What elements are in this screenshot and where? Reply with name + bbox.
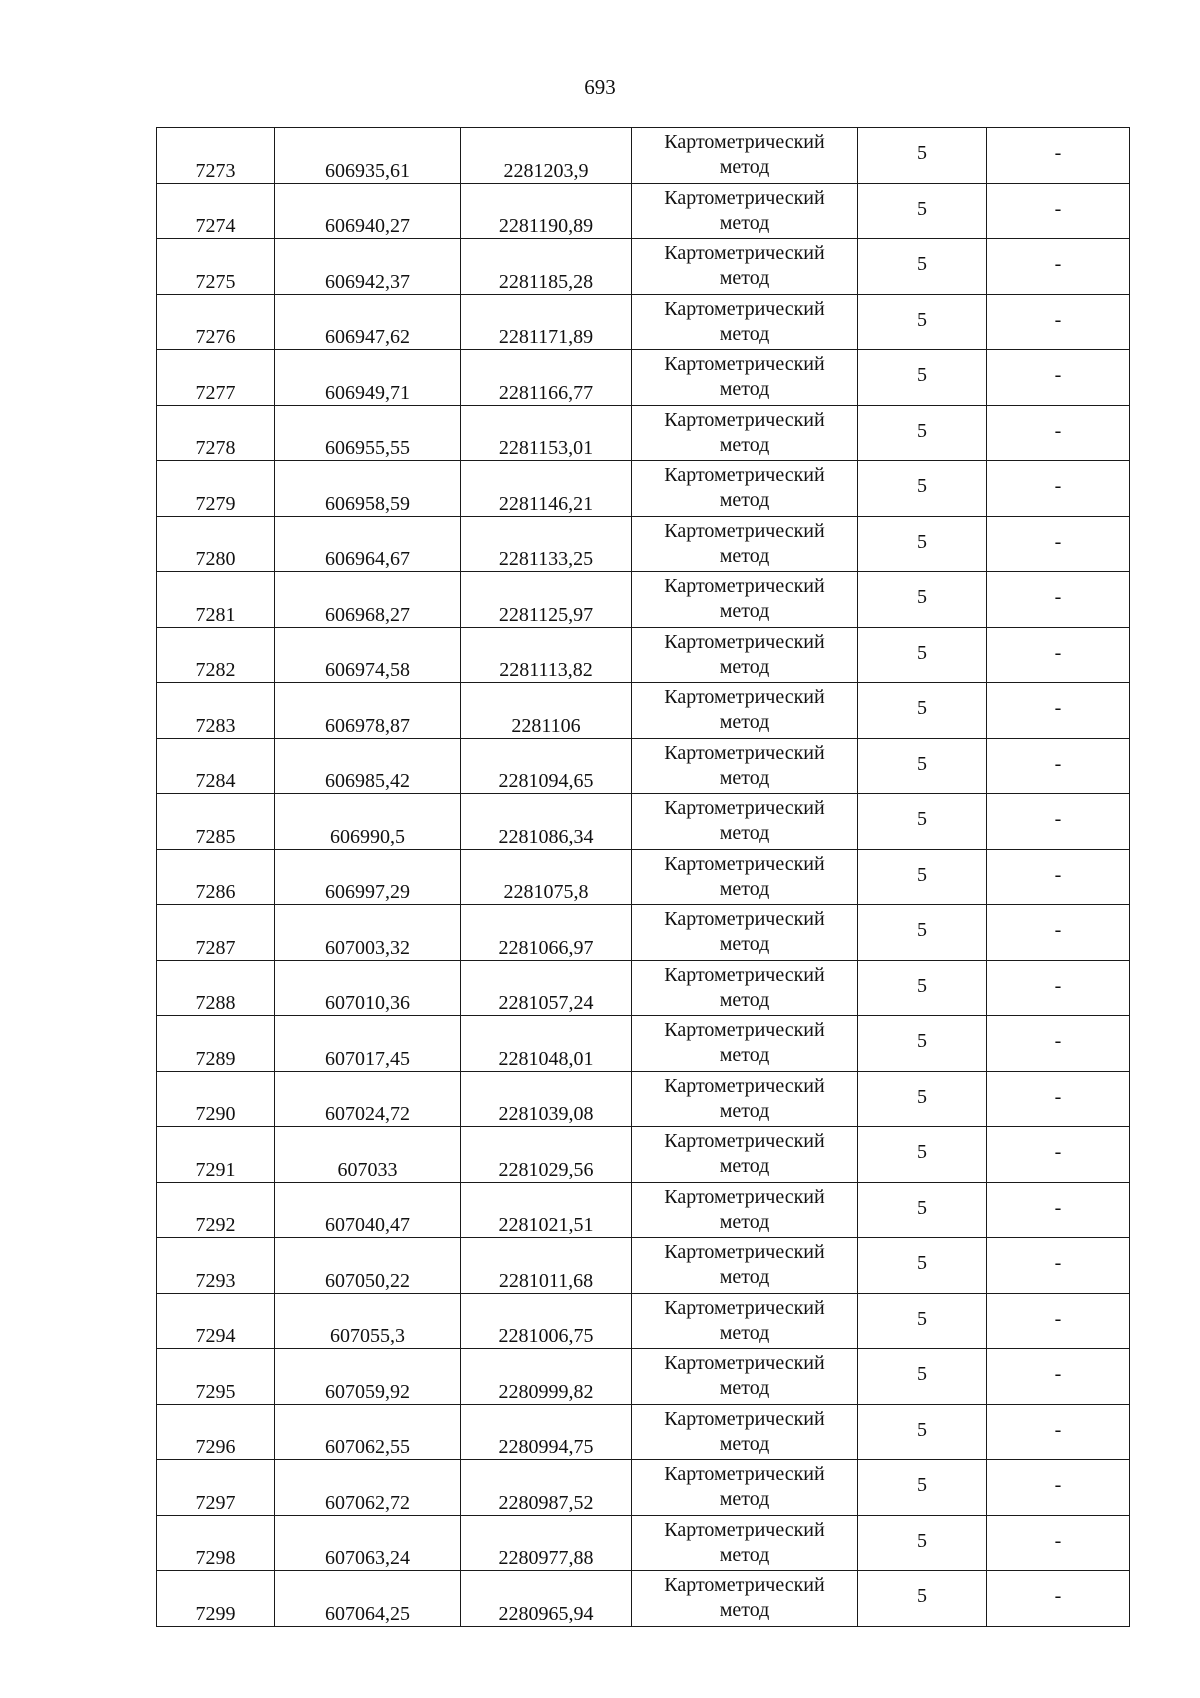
- x-coordinate-cell: 607055,3: [275, 1293, 461, 1349]
- method-line-1: Картометрический: [664, 1518, 825, 1541]
- y-coordinate-cell: 2281171,89: [461, 294, 632, 350]
- method-cell: [632, 627, 858, 683]
- method-line-1: Картометрический: [664, 1130, 825, 1153]
- point-number-cell: 7279: [157, 461, 275, 517]
- note-cell: -: [987, 627, 1130, 683]
- method-line-2: метод: [719, 1266, 770, 1289]
- method-cell: [632, 350, 858, 406]
- note-cell: -: [987, 1404, 1130, 1460]
- y-coordinate-cell: 2281048,01: [461, 1016, 632, 1072]
- note-cell: -: [987, 183, 1130, 239]
- table-row: [157, 794, 1130, 850]
- method-cell: [632, 1571, 858, 1627]
- accuracy-cell: 5: [858, 239, 987, 295]
- method-line-1: Картометрический: [664, 1574, 825, 1597]
- accuracy-cell: 5: [858, 627, 987, 683]
- note-cell: -: [987, 1460, 1130, 1516]
- method-line-2: метод: [719, 489, 770, 512]
- x-coordinate-cell: 607062,55: [275, 1404, 461, 1460]
- method-cell: [632, 1127, 858, 1183]
- accuracy-cell: 5: [858, 1571, 987, 1627]
- accuracy-cell: 5: [858, 183, 987, 239]
- method-line-1: Картометрический: [664, 353, 825, 376]
- method-line-2: метод: [719, 433, 770, 456]
- y-coordinate-cell: 2281057,24: [461, 960, 632, 1016]
- point-number-cell: 7285: [157, 794, 275, 850]
- point-number-cell: 7284: [157, 738, 275, 794]
- point-number-cell: 7280: [157, 516, 275, 572]
- table-row: [157, 1127, 1130, 1183]
- point-number-cell: 7298: [157, 1515, 275, 1571]
- y-coordinate-cell: 2280987,52: [461, 1460, 632, 1516]
- y-coordinate-cell: 2281166,77: [461, 350, 632, 406]
- point-number-cell: 7294: [157, 1293, 275, 1349]
- y-coordinate-cell: 2281113,82: [461, 627, 632, 683]
- table-row: [157, 516, 1130, 572]
- method-line-2: метод: [719, 877, 770, 900]
- accuracy-cell: 5: [858, 1238, 987, 1294]
- note-cell: -: [987, 1349, 1130, 1405]
- table-row: [157, 128, 1130, 184]
- method-line-1: Картометрический: [664, 297, 825, 320]
- accuracy-cell: 5: [858, 1071, 987, 1127]
- method-cell: [632, 683, 858, 739]
- accuracy-cell: 5: [858, 1404, 987, 1460]
- method-line-1: Картометрический: [664, 1241, 825, 1264]
- method-cell: [632, 1515, 858, 1571]
- method-cell: [632, 572, 858, 628]
- accuracy-cell: 5: [858, 849, 987, 905]
- y-coordinate-cell: 2281006,75: [461, 1293, 632, 1349]
- y-coordinate-cell: 2281075,8: [461, 849, 632, 905]
- method-line-1: Картометрический: [664, 852, 825, 875]
- method-line-2: метод: [719, 1543, 770, 1566]
- point-number-cell: 7278: [157, 405, 275, 461]
- method-line-2: метод: [719, 711, 770, 734]
- note-cell: -: [987, 794, 1130, 850]
- y-coordinate-cell: 2281011,68: [461, 1238, 632, 1294]
- method-line-1: Картометрический: [664, 1463, 825, 1486]
- method-line-2: метод: [719, 1377, 770, 1400]
- y-coordinate-cell: 2281021,51: [461, 1182, 632, 1238]
- method-line-2: метод: [719, 600, 770, 623]
- x-coordinate-cell: 606974,58: [275, 627, 461, 683]
- table-row: [157, 350, 1130, 406]
- accuracy-cell: 5: [858, 1460, 987, 1516]
- note-cell: -: [987, 350, 1130, 406]
- table-row: [157, 1404, 1130, 1460]
- method-line-1: Картометрический: [664, 575, 825, 598]
- note-cell: -: [987, 1182, 1130, 1238]
- method-cell: [632, 461, 858, 517]
- method-line-2: метод: [719, 1044, 770, 1067]
- method-line-1: Картометрический: [664, 686, 825, 709]
- note-cell: -: [987, 405, 1130, 461]
- x-coordinate-cell: 607003,32: [275, 905, 461, 961]
- method-line-1: Картометрический: [664, 1407, 825, 1430]
- point-number-cell: 7297: [157, 1460, 275, 1516]
- note-cell: -: [987, 960, 1130, 1016]
- x-coordinate-cell: 606968,27: [275, 572, 461, 628]
- table-row: [157, 1293, 1130, 1349]
- accuracy-cell: 5: [858, 1182, 987, 1238]
- x-coordinate-cell: 606964,67: [275, 516, 461, 572]
- method-line-1: Картометрический: [664, 1296, 825, 1319]
- x-coordinate-cell: 606958,59: [275, 461, 461, 517]
- note-cell: -: [987, 738, 1130, 794]
- method-cell: [632, 794, 858, 850]
- point-number-cell: 7283: [157, 683, 275, 739]
- method-cell: [632, 905, 858, 961]
- table-body: [157, 128, 1130, 1627]
- x-coordinate-cell: 606947,62: [275, 294, 461, 350]
- method-line-2: метод: [719, 1155, 770, 1178]
- method-line-2: метод: [719, 211, 770, 234]
- y-coordinate-cell: 2280994,75: [461, 1404, 632, 1460]
- accuracy-cell: 5: [858, 294, 987, 350]
- method-line-1: Картометрический: [664, 908, 825, 931]
- method-line-1: Картометрический: [664, 1074, 825, 1097]
- y-coordinate-cell: 2281029,56: [461, 1127, 632, 1183]
- coordinates-table: [156, 127, 1130, 1627]
- table-row: [157, 405, 1130, 461]
- table-row: [157, 239, 1130, 295]
- note-cell: -: [987, 128, 1130, 184]
- accuracy-cell: 5: [858, 128, 987, 184]
- y-coordinate-cell: 2281066,97: [461, 905, 632, 961]
- note-cell: -: [987, 294, 1130, 350]
- note-cell: -: [987, 1127, 1130, 1183]
- x-coordinate-cell: 607062,72: [275, 1460, 461, 1516]
- method-line-1: Картометрический: [664, 963, 825, 986]
- accuracy-cell: 5: [858, 905, 987, 961]
- accuracy-cell: 5: [858, 350, 987, 406]
- x-coordinate-cell: 607024,72: [275, 1071, 461, 1127]
- accuracy-cell: 5: [858, 1127, 987, 1183]
- y-coordinate-cell: 2281039,08: [461, 1071, 632, 1127]
- accuracy-cell: 5: [858, 1349, 987, 1405]
- y-coordinate-cell: 2281146,21: [461, 461, 632, 517]
- y-coordinate-cell: 2280999,82: [461, 1349, 632, 1405]
- table-row: [157, 1016, 1130, 1072]
- note-cell: -: [987, 1071, 1130, 1127]
- method-line-2: метод: [719, 1210, 770, 1233]
- y-coordinate-cell: 2281133,25: [461, 516, 632, 572]
- note-cell: -: [987, 683, 1130, 739]
- point-number-cell: 7292: [157, 1182, 275, 1238]
- point-number-cell: 7282: [157, 627, 275, 683]
- x-coordinate-cell: 607059,92: [275, 1349, 461, 1405]
- point-number-cell: 7276: [157, 294, 275, 350]
- method-cell: [632, 239, 858, 295]
- method-line-1: Картометрический: [664, 797, 825, 820]
- point-number-cell: 7274: [157, 183, 275, 239]
- point-number-cell: 7293: [157, 1238, 275, 1294]
- x-coordinate-cell: 606955,55: [275, 405, 461, 461]
- method-cell: [632, 1293, 858, 1349]
- x-coordinate-cell: 606949,71: [275, 350, 461, 406]
- point-number-cell: 7296: [157, 1404, 275, 1460]
- method-line-1: Картометрический: [664, 464, 825, 487]
- method-line-2: метод: [719, 933, 770, 956]
- accuracy-cell: 5: [858, 1293, 987, 1349]
- method-cell: [632, 1460, 858, 1516]
- method-line-1: Картометрический: [664, 1019, 825, 1042]
- x-coordinate-cell: 607010,36: [275, 960, 461, 1016]
- y-coordinate-cell: 2280977,88: [461, 1515, 632, 1571]
- table-row: [157, 1460, 1130, 1516]
- point-number-cell: 7275: [157, 239, 275, 295]
- x-coordinate-cell: 607040,47: [275, 1182, 461, 1238]
- point-number-cell: 7281: [157, 572, 275, 628]
- table-row: [157, 461, 1130, 517]
- y-coordinate-cell: 2281185,28: [461, 239, 632, 295]
- method-line-2: метод: [719, 378, 770, 401]
- method-cell: [632, 183, 858, 239]
- method-line-1: Картометрический: [664, 131, 825, 154]
- table-row: [157, 1238, 1130, 1294]
- y-coordinate-cell: 2281203,9: [461, 128, 632, 184]
- point-number-cell: 7291: [157, 1127, 275, 1183]
- method-cell: [632, 128, 858, 184]
- note-cell: -: [987, 461, 1130, 517]
- table-row: [157, 1182, 1130, 1238]
- method-line-2: метод: [719, 822, 770, 845]
- note-cell: -: [987, 1571, 1130, 1627]
- accuracy-cell: 5: [858, 1016, 987, 1072]
- note-cell: -: [987, 516, 1130, 572]
- page-number: 693: [584, 75, 616, 99]
- note-cell: -: [987, 849, 1130, 905]
- method-line-2: метод: [719, 1599, 770, 1622]
- method-line-2: метод: [719, 1488, 770, 1511]
- y-coordinate-cell: 2280965,94: [461, 1571, 632, 1627]
- point-number-cell: 7277: [157, 350, 275, 406]
- note-cell: -: [987, 1238, 1130, 1294]
- method-line-1: Картометрический: [664, 408, 825, 431]
- point-number-cell: 7299: [157, 1571, 275, 1627]
- table-row: [157, 960, 1130, 1016]
- x-coordinate-cell: 606940,27: [275, 183, 461, 239]
- method-line-1: Картометрический: [664, 741, 825, 764]
- method-line-1: Картометрический: [664, 186, 825, 209]
- table-row: [157, 905, 1130, 961]
- method-line-2: метод: [719, 655, 770, 678]
- point-number-cell: 7295: [157, 1349, 275, 1405]
- accuracy-cell: 5: [858, 405, 987, 461]
- accuracy-cell: 5: [858, 794, 987, 850]
- method-line-1: Картометрический: [664, 519, 825, 542]
- method-cell: [632, 1071, 858, 1127]
- y-coordinate-cell: 2281125,97: [461, 572, 632, 628]
- method-line-1: Картометрический: [664, 1185, 825, 1208]
- table-row: [157, 294, 1130, 350]
- accuracy-cell: 5: [858, 960, 987, 1016]
- method-line-2: метод: [719, 1321, 770, 1344]
- method-line-2: метод: [719, 988, 770, 1011]
- note-cell: -: [987, 905, 1130, 961]
- method-cell: [632, 960, 858, 1016]
- note-cell: -: [987, 1016, 1130, 1072]
- y-coordinate-cell: 2281153,01: [461, 405, 632, 461]
- accuracy-cell: 5: [858, 738, 987, 794]
- method-line-2: метод: [719, 267, 770, 290]
- method-cell: [632, 1016, 858, 1072]
- method-line-2: метод: [719, 1432, 770, 1455]
- method-line-2: метод: [719, 156, 770, 179]
- point-number-cell: 7286: [157, 849, 275, 905]
- table-row: [157, 183, 1130, 239]
- y-coordinate-cell: 2281190,89: [461, 183, 632, 239]
- point-number-cell: 7288: [157, 960, 275, 1016]
- x-coordinate-cell: 607017,45: [275, 1016, 461, 1072]
- note-cell: -: [987, 572, 1130, 628]
- table-row: [157, 1349, 1130, 1405]
- table-row: [157, 1571, 1130, 1627]
- x-coordinate-cell: 607063,24: [275, 1515, 461, 1571]
- table-row: [157, 1071, 1130, 1127]
- table-row: [157, 1515, 1130, 1571]
- method-line-2: метод: [719, 1099, 770, 1122]
- accuracy-cell: 5: [858, 461, 987, 517]
- table-row: [157, 627, 1130, 683]
- x-coordinate-cell: 606990,5: [275, 794, 461, 850]
- method-line-1: Картометрический: [664, 242, 825, 265]
- table-row: [157, 683, 1130, 739]
- method-line-1: Картометрический: [664, 1352, 825, 1375]
- method-line-2: метод: [719, 544, 770, 567]
- y-coordinate-cell: 2281094,65: [461, 738, 632, 794]
- y-coordinate-cell: 2281086,34: [461, 794, 632, 850]
- x-coordinate-cell: 607033: [275, 1127, 461, 1183]
- method-cell: [632, 405, 858, 461]
- x-coordinate-cell: 607050,22: [275, 1238, 461, 1294]
- point-number-cell: 7290: [157, 1071, 275, 1127]
- accuracy-cell: 5: [858, 683, 987, 739]
- x-coordinate-cell: 606997,29: [275, 849, 461, 905]
- table-row: [157, 849, 1130, 905]
- method-line-1: Картометрический: [664, 630, 825, 653]
- method-cell: [632, 1404, 858, 1460]
- method-cell: [632, 849, 858, 905]
- point-number-cell: 7287: [157, 905, 275, 961]
- method-cell: [632, 516, 858, 572]
- x-coordinate-cell: 607064,25: [275, 1571, 461, 1627]
- x-coordinate-cell: 606935,61: [275, 128, 461, 184]
- note-cell: -: [987, 1515, 1130, 1571]
- method-cell: [632, 1182, 858, 1238]
- x-coordinate-cell: 606985,42: [275, 738, 461, 794]
- note-cell: -: [987, 1293, 1130, 1349]
- table-row: [157, 572, 1130, 628]
- method-cell: [632, 294, 858, 350]
- method-cell: [632, 738, 858, 794]
- accuracy-cell: 5: [858, 572, 987, 628]
- method-line-2: метод: [719, 322, 770, 345]
- method-line-2: метод: [719, 766, 770, 789]
- accuracy-cell: 5: [858, 516, 987, 572]
- x-coordinate-cell: 606942,37: [275, 239, 461, 295]
- point-number-cell: 7289: [157, 1016, 275, 1072]
- accuracy-cell: 5: [858, 1515, 987, 1571]
- table-row: [157, 738, 1130, 794]
- method-cell: [632, 1238, 858, 1294]
- y-coordinate-cell: 2281106: [461, 683, 632, 739]
- point-number-cell: 7273: [157, 128, 275, 184]
- method-cell: [632, 1349, 858, 1405]
- note-cell: -: [987, 239, 1130, 295]
- x-coordinate-cell: 606978,87: [275, 683, 461, 739]
